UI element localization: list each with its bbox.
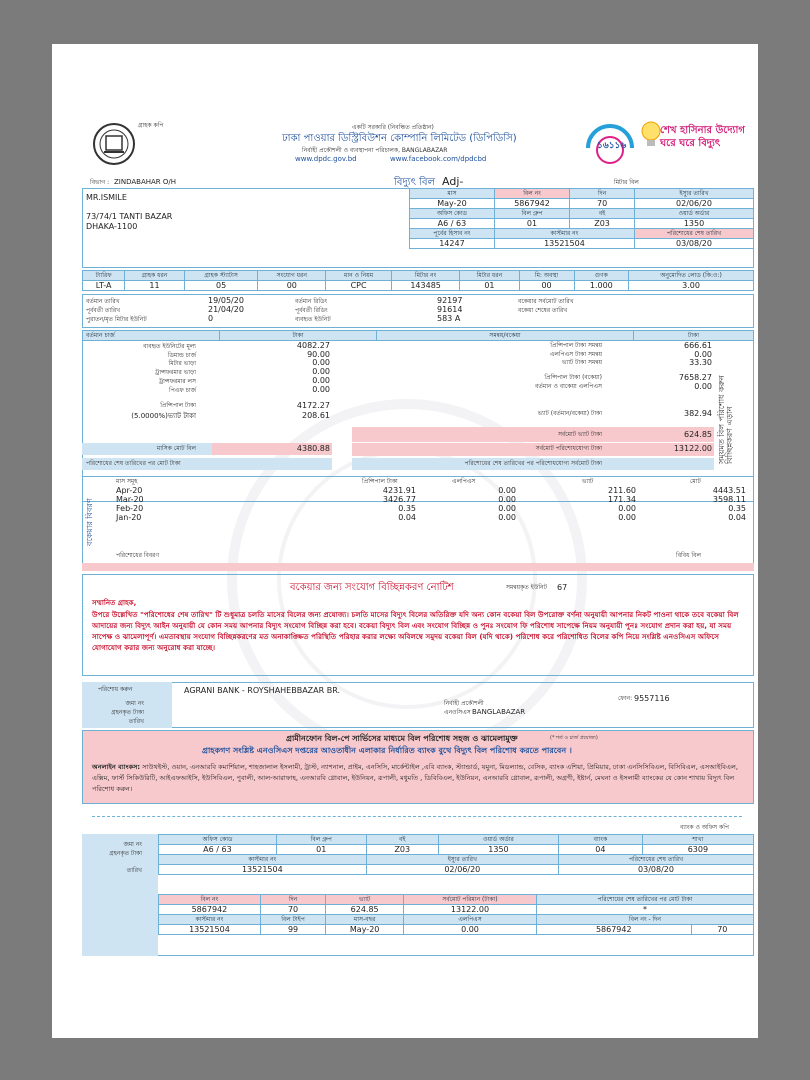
notice-title: বকেয়ার জন্য সংযোগ বিচ্ছিন্নকরণ নোটিশ xyxy=(290,582,454,593)
table-cell: সর্বমোট পরিমান (টাকা) xyxy=(404,895,537,905)
table-cell: 70 xyxy=(691,925,753,935)
table-cell: 14247 xyxy=(410,239,495,249)
adjust-values: 666.61 0.00 33.30 xyxy=(684,341,712,368)
table-cell: 70 xyxy=(570,199,635,209)
arrears-pink-bar xyxy=(82,563,754,571)
bill-info-table xyxy=(409,188,754,249)
table-cell: দিন xyxy=(260,895,325,905)
table-cell: 02/06/20 xyxy=(366,865,558,875)
table-cell: ভ্যাট xyxy=(326,895,404,905)
adjusted-unit-label: সমন্বয়কৃত ইউনিট xyxy=(506,584,547,591)
table-cell: 0.00 xyxy=(404,925,537,935)
bill-sheet xyxy=(52,44,758,1038)
arrear-date-labels: বকেয়ার সর্বমোট তারিখ বকেয়া শেষের তারিখ xyxy=(518,298,574,314)
table-cell: ইস্যুর তারিখ xyxy=(634,189,753,199)
table-cell: দিন xyxy=(570,189,635,199)
table-cell: এলপিএস xyxy=(404,915,537,925)
arrears-col-month: মাস সমূহ xyxy=(116,478,138,485)
online-banks-label: অনলাইন ব্যাংকস: xyxy=(92,763,141,771)
table-cell: পূর্বের হিসাব নং xyxy=(410,229,495,239)
date-labels: বর্তমান তারিখ পূর্ববর্তী তারিখ পুরাতন/মৃত মিটার ইউনিট xyxy=(86,298,147,323)
table-row: Mar-20 3426.77 0.00 171.34 3598.11 xyxy=(116,495,746,504)
table-cell: বিল গ্রুপ xyxy=(276,835,366,845)
table-cell: টাকা xyxy=(634,331,754,341)
reading-labels: বর্তমান রিডিং পূর্ববর্তী রিডিং ব্যবহৃত ইউনিট xyxy=(295,298,331,323)
table-cell: গুণক xyxy=(574,271,628,281)
table-cell: সমন্বয়/বকেয়া xyxy=(377,331,634,341)
nocs-value: BANGLABAZAR xyxy=(472,708,526,716)
slogan: শেখ হাসিনার উদ্যোগ ঘরে ঘরে বিদ্যুৎ xyxy=(660,125,745,149)
bank-copy-label: ব্যাংক ও অফিস কপি xyxy=(680,824,729,831)
table-cell: 1350 xyxy=(438,845,558,855)
after-due-right-label: পরিশোধের শেষ তারিখের পর পরিশোধযোগ্য সর্বমোট টাকা xyxy=(464,460,602,467)
table-cell: কাস্টমার নং xyxy=(494,229,634,239)
table-cell: বিল গ্রুপ xyxy=(494,209,569,219)
table-cell: মাস xyxy=(410,189,495,199)
table-row: Feb-20 0.35 0.00 0.00 0.35 xyxy=(116,504,746,513)
gp-billpay-line: গ্রামীনফোন বিল-পে সার্ভিসের মাধ্যমে বিল পরিশোধ সহজ ও ঝামেলামুক্ত xyxy=(286,734,518,743)
arrears-col-lps: এলপিএস xyxy=(452,478,476,485)
table-cell: 624.85 xyxy=(326,905,404,915)
table-cell: 00 xyxy=(519,281,574,291)
customer-name: MR.ISMILE xyxy=(86,193,127,202)
table-cell: CPC xyxy=(326,281,392,291)
table-cell: 13521504 xyxy=(159,865,367,875)
table-cell: 00 xyxy=(258,281,326,291)
table-cell: শাখা xyxy=(642,835,753,845)
table-cell: 01 xyxy=(276,845,366,855)
engineer-label: নির্বাহী প্রকৌশলী xyxy=(444,700,484,707)
table-cell: 13122.00 xyxy=(404,905,537,915)
bulb-icon xyxy=(640,120,662,150)
monthly-total-label: মাসিক মোট বিল xyxy=(156,445,196,452)
table-cell: 1.000 xyxy=(574,281,628,291)
table-cell: বিল নং xyxy=(159,895,261,905)
bill-title: বিদ্যুৎ বিল xyxy=(394,177,435,188)
table-cell: ওয়ার্ড অর্ডার xyxy=(634,209,753,219)
side-note: সময়মত বিল পরিশোধ করুন বিচ্ছিন্নকরণ এড়ান xyxy=(717,375,734,464)
facebook-link[interactable]: www.facebook.com/dpdcbd xyxy=(390,155,487,163)
nocs-label: এনওসিএস xyxy=(444,709,471,716)
arrears-rows xyxy=(116,486,746,522)
table-cell: Z03 xyxy=(570,219,635,229)
vat-label: (5.0000%)ভ্যাট টাকা xyxy=(131,412,196,420)
table-cell: ট্যারিফ xyxy=(83,271,125,281)
table-cell: Z03 xyxy=(366,845,438,855)
table-cell: অফিস কোড xyxy=(159,835,277,845)
phone-value: 9557116 xyxy=(634,694,670,703)
table-cell: A6 / 63 xyxy=(159,845,277,855)
after-due-label: পরিশোধের শেষ তারিখের পর মোট টাকা xyxy=(86,460,181,467)
table-cell: মিটার ধরন xyxy=(460,271,519,281)
table-cell: 13521504 xyxy=(494,239,634,249)
table-cell: কাস্টমার নং xyxy=(159,855,367,865)
table-cell: 01 xyxy=(494,219,569,229)
table-cell: 5867942 xyxy=(159,905,261,915)
customer-address-1: 73/74/1 TANTI BAZAR xyxy=(86,212,173,221)
charge-labels: ব্যবহৃত ইউনিটের মূল্য ডিমান্ড চার্জ মিটার ভাড়া ট্রান্সফরমার ভাড়া ট্রান্সফরমার লস পিএফ চার্জ xyxy=(143,343,196,394)
hotline-number: ১৬১১৬ xyxy=(597,141,627,151)
table-cell: 03/08/20 xyxy=(634,239,753,249)
date-values: 19/05/20 21/04/20 0 xyxy=(208,296,244,323)
table-cell: 05 xyxy=(184,281,258,291)
bank-booth-line: গ্রাহকগণ সংশ্লিষ্ট এনওসিএস দপ্তরের আওতাধীন এলাকার নির্ধারিত ব্যাংক বুথে বিদ্যুৎ বিল পরিশোধ করতে পারবেন । xyxy=(202,746,572,755)
stub-office-table xyxy=(158,834,754,875)
table-cell: ওয়ার্ড অর্ডার xyxy=(438,835,558,845)
table-cell: সংযোগ ধরন xyxy=(258,271,326,281)
table-cell: গ্রাহক ধরন xyxy=(125,271,185,281)
tariff-table xyxy=(82,270,754,291)
table-cell: মাস-বছর xyxy=(326,915,404,925)
arrears-col-total: মোট xyxy=(690,478,701,485)
reading-values: 92197 91614 583 A xyxy=(437,296,463,323)
table-cell: 1350 xyxy=(634,219,753,229)
table-cell: 13521504 xyxy=(159,925,261,935)
table-cell: বই xyxy=(570,209,635,219)
table-cell: টাকা xyxy=(220,331,377,341)
grand-total-value: 13122.00 xyxy=(673,444,712,453)
table-cell: ইস্যুর তারিখ xyxy=(366,855,558,865)
table-cell: পরিশোধের শেষ তারিখ xyxy=(558,855,753,865)
table-cell: অনুমোদিত লোড (কি:ও:) xyxy=(629,271,754,281)
phone-label: ফোন: xyxy=(618,695,633,702)
table-cell: 70 xyxy=(260,905,325,915)
table-cell: May-20 xyxy=(326,925,404,935)
arrears-col-vat: ভ্যাট xyxy=(582,478,594,485)
table-cell: মি: অবস্থা xyxy=(519,271,574,281)
monthly-total-value: 4380.88 xyxy=(296,444,330,453)
table-cell: গ্রাহক স্ট্যাটাস xyxy=(184,271,258,281)
principal-value: 4172.27 xyxy=(296,401,330,410)
table-cell: মান ও নিয়ম xyxy=(326,271,392,281)
vat-total-value: 382.94 xyxy=(684,409,712,418)
table-cell: বিল নং xyxy=(494,189,569,199)
website-link[interactable]: www.dpdc.gov.bd xyxy=(295,155,357,163)
table-cell: অফিস কোড xyxy=(410,209,495,219)
payment-fields: জমা নং গ্রহনকৃত টাকা তারিখ xyxy=(111,700,144,725)
table-cell: পরিশোধের শেষ তারিখের পর মোট টাকা xyxy=(536,895,753,905)
table-cell: 6309 xyxy=(642,845,753,855)
table-cell: A6 / 63 xyxy=(410,219,495,229)
table-row: Jan-20 0.04 0.00 0.00 0.04 xyxy=(116,513,746,522)
company-tagline: একটি সরকারি (নিবন্ধিত প্রতিষ্ঠান) xyxy=(352,124,434,131)
table-cell: 5867942 xyxy=(536,925,691,935)
stub-fields: জমা নং গ্রহনকৃত টাকা তারিখ xyxy=(109,841,142,874)
vat-total-label: ভ্যাট (বর্তমান/বকেয়া) টাকা xyxy=(537,410,602,417)
arrears-side-label: বকেয়ার বিবরণ xyxy=(85,498,94,546)
office-line: নির্বাহী প্রকৌশলী ও ব্যবস্থাপনা পরিচালক, BANGLABAZAR xyxy=(302,147,448,154)
table-cell: ব্যাংক xyxy=(558,835,642,845)
division-value: ZINDABAHAR O/H xyxy=(114,178,177,186)
company-name: ঢাকা পাওয়ার ডিস্ট্রিবিউশন কোম্পানি লিমিটেড (ডিপিডিসি) xyxy=(282,133,517,144)
arrear-values: 7658.27 0.00 xyxy=(678,373,712,391)
online-banks xyxy=(92,762,746,795)
table-cell: 01 xyxy=(460,281,519,291)
adj-mark: Adj- xyxy=(442,175,464,188)
copy-label: গ্রাহক কপি xyxy=(138,122,164,129)
dpdc-logo-icon xyxy=(92,122,136,166)
table-cell: বর্তমান চার্জ xyxy=(83,331,220,341)
vat-value: 208.61 xyxy=(302,411,330,420)
meter-bill-label: মিটার বিল xyxy=(614,179,639,186)
gp-terms-note: (* শর্ত ও চার্জ প্রযোজ্য) xyxy=(550,735,598,741)
notice-body: উপরে উল্লেখিত "পরিশোধের শেষ তারিখ" টি শুধুমাত্র চলতি মাসের বিলের জন্য প্রযোজ্য। চলতি মাসের বিদ্যুৎ বিলের অতিরিক্ত যদি অন্য কোন বকেয়া বিল উপরোক্ত বর্ণনা অনুযায়ী আপনার নিকট পাওনা থাকে তবে বকেয়া বিল আদায়ের জন্য বিদ্যুৎ আইন অনুযায়ী যে কোন সময় আপনার বিদ্যুৎ সংযোগ বিচ্ছিন্ন করা হবে। বকেয়া বিদ্যুৎ বিল এবং সংযোগ বিচ্ছিন্ন ও পুনঃ সংযোগ ফি পরিশোধ সাপেক্ষে নিয়ম অনুযায়ী পুনঃ সংযোগ প্রদান করা হয়, যা সময় সাপেক্ষ ও ঝামেলাপূর্ণ। এমতাবস্থায় সংযোগ বিচ্ছিন্নকরণের মত অনাকাঙ্ক্ষিত পরিস্থিতি পরিহার করার লক্ষ্যে অবিলম্বে সমুদয় বকেয়া বিল (যদি থাকে) পরিশোধ করে পরিশোধিত বিলের কপি নিয়ে সংশ্লিষ্ট এনওসিএস অফিসে যোগাযোগ করার জন্য অনুরোধ করা যাচ্ছে। xyxy=(92,610,739,652)
payment-desc-label: পরিশোধের বিবরণ xyxy=(116,552,160,559)
payment-block xyxy=(82,682,754,728)
tear-line xyxy=(92,816,742,817)
table-cell: 11 xyxy=(125,281,185,291)
stub-bill-table xyxy=(158,894,754,935)
table-cell: মিটার নং xyxy=(391,271,459,281)
charges-header xyxy=(82,330,754,341)
table-cell: 02/06/20 xyxy=(634,199,753,209)
division-label: বিভাগ : xyxy=(90,179,110,186)
table-cell: কাস্টমার নং xyxy=(159,915,261,925)
table-cell: * xyxy=(536,905,753,915)
adjusted-unit-value: 67 xyxy=(557,583,568,592)
arrear-labels: প্রিন্সিপাল টাকা (বকেয়া) বর্তমান ও বাকেয়া এলপিএস xyxy=(535,374,602,390)
grand-total-label: সর্বমোট পরিশোধযোগ্য টাকা xyxy=(535,445,602,452)
vat-grand-value: 624.85 xyxy=(684,430,712,439)
readings-block xyxy=(82,294,754,328)
table-cell: পরিশোধের শেষ তারিখ xyxy=(634,229,753,239)
charge-values: 4082.27 90.00 0.00 0.00 0.00 0.00 xyxy=(296,341,330,394)
notice-greeting: সম্মানিত গ্রাহক, xyxy=(92,599,137,607)
bank-name: AGRANI BANK - ROYSHAHEBBAZAR BR. xyxy=(184,686,341,695)
arrears-col-principal: প্রিন্সিপাল টাকা xyxy=(362,478,398,485)
misc-bill-label: বিবিধ বিল xyxy=(676,552,701,559)
table-row: Apr-20 4231.91 0.00 211.60 4443.51 xyxy=(116,486,746,495)
vat-grand-label: সর্বমোট ভ্যাট টাকা xyxy=(557,431,602,438)
table-cell: May-20 xyxy=(410,199,495,209)
table-cell: বিল টাইপ xyxy=(260,915,325,925)
table-cell: 143485 xyxy=(391,281,459,291)
payment-label: পরিশোধ করুন xyxy=(98,686,133,693)
table-cell: বিল নং - দিন xyxy=(536,915,753,925)
table-cell: 99 xyxy=(260,925,325,935)
customer-address-2: DHAKA-1100 xyxy=(86,222,138,231)
principal-label: প্রিন্সিপাল টাকা xyxy=(160,402,196,409)
adjust-labels: প্রিন্সিপাল টাকা সমন্বয় এলপিএস টাকা সমন্বয় ভ্যাট টাকা সমন্বয় xyxy=(549,342,602,367)
table-cell: বই xyxy=(366,835,438,845)
table-cell: 3.00 xyxy=(629,281,754,291)
table-cell: LT-A xyxy=(83,281,125,291)
table-cell: 5867942 xyxy=(494,199,569,209)
table-cell: 04 xyxy=(558,845,642,855)
table-cell: 03/08/20 xyxy=(558,865,753,875)
online-banks-list: সাউথইস্ট, ওয়ান, এনআরবি কমার্শিয়াল, শাহজালাল ইসলামী, ট্রাস্ট, ন্যাশনাল, প্রাইম, এনসিসি, মার্কেন্টাইল ,এবি ব্যাংক, স্ট্যান্ডার্ড, যমুনা, মিডল্যান্ড, বেসিক, ব্যাংক এশিয়া, প্রিমিয়ার, ঢাকা এনসিসিবিএল, বিসিবিএল, এসআইবিএল, এক্সিম, ফার্স্ট সিকিউরিটি, আইএফআইসি, ইউসিবিএল, পুবালী, আল-আরাফাহ, এনআরবি গ্লোবাল, ইউনিয়ন, রূপালী, মধুমতি , ডিবিবিএল, ইউনিয়ন, এনআরবি গ্লোবাল, রূপালী, অগ্রণী, ইষ্টার্ন, মেঘনা ও ইসলামী ব্যাংকের যে কোন শাখায় বিদ্যুৎ বিল পরিশোধ করুন। xyxy=(92,763,738,793)
